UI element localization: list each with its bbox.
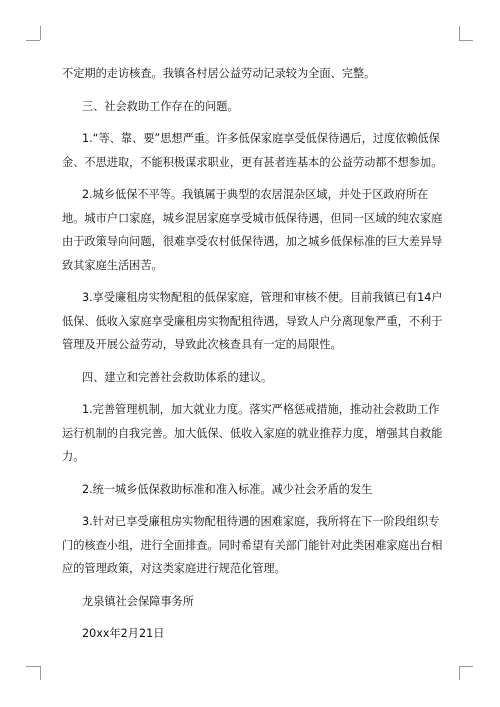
paragraph-problem-1: 1.“等、靠、要”思想严重。许多低保家庭享受低保待遇后，过度依赖低保金、不思进取，不能积极谋求职业，更有甚者连基本的公益劳动都不想参加。 [62, 132, 443, 169]
section-heading-suggestions: 四、建立和完善社会救助体系的建议。 [82, 370, 273, 384]
section-heading-problems: 三、社会救助工作存在的问题。 [82, 99, 239, 113]
paragraph-continuation: 不定期的走访核查。我镇各村居公益劳动记录较为全面、完整。 [62, 67, 376, 80]
date: 20xx年2月21日 [82, 627, 165, 640]
document-body [62, 62, 446, 646]
paragraph-suggestion-3: 3.针对已享受廉租房实物配租待遇的困难家庭，我所将在下一阶段组织专门的核查小组，进行全面排查。同时希望有关部门能针对此类困难家庭出台相应的管理政策，对这类家庭进行规范化管理。 [62, 515, 443, 575]
paragraph-suggestion-2: 2.统一城乡低保救助标准和准入标准。减少社会矛盾的发生 [82, 482, 373, 496]
paragraph-problem-2: 2.城乡低保不平等。我镇属于典型的农居混杂区域，并处于区政府所在地。城市户口家庭，城乡混居家庭享受城市低保待遇，但同一区域的纯农家庭由于政策导向问题，很难享受农村低保待遇，加之城乡低保标准的巨大差异导致其家庭生活困苦。 [62, 188, 443, 272]
signature: 龙泉镇社会保障事务所 [82, 594, 194, 608]
paragraph-suggestion-1: 1.完善管理机制，加大就业力度。落实严格惩戒措施，推动社会救助工作运行机制的自我完善。加大低保、低收入家庭的就业推荐力度，增强其自救能力。 [62, 403, 443, 463]
paragraph-problem-3: 3.享受廉租房实物配租的低保家庭，管理和审核不便。目前我镇已有14户低保、低收入家庭享受廉租房实物配租待遇，导致人户分离现象严重，不利于管理及开展公益劳动，导致此次核查具有一定的局限性。 [62, 291, 443, 351]
